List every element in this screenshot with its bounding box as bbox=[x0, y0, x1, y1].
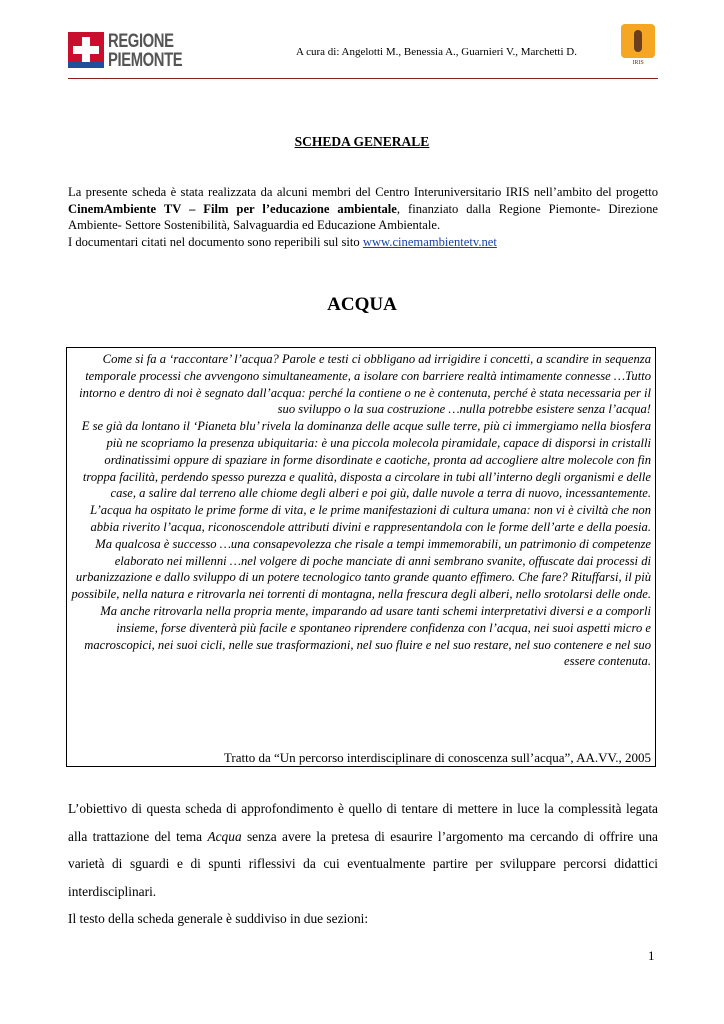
piemonte-crest-icon bbox=[68, 32, 104, 68]
cinemambiente-link[interactable]: www.cinemambientetv.net bbox=[362, 234, 497, 249]
body-text bbox=[68, 795, 658, 933]
iris-emblem-icon bbox=[621, 24, 655, 58]
quote-box bbox=[66, 347, 656, 767]
section-title: SCHEDA GENERALE bbox=[294, 134, 430, 149]
quote-paragraph: Come si fa a ‘raccontare’ l’acqua? Parole e testi ci obbligano ad irrigidire i concetti, a scandire in sequenza temporale processi che avvengono simultaneamente, a isolare con barriere realtà intimamente connesse …Tutto intorno e dentro di noi è segnato dall’acqua: perché la contiene o ne è contenuta, perché è stata necessaria per il suo sviluppo o la sua costruzione …nulla potrebbe esistere senza l’acqua! bbox=[79, 352, 651, 417]
main-title: ACQUA bbox=[327, 294, 397, 315]
logo-text-line2: PIEMONTE bbox=[108, 50, 183, 71]
intro-link-line: I documentari citati nel documento sono reperibili sul sito www.cinemambientetv.net bbox=[68, 234, 497, 249]
page-number: 1 bbox=[648, 948, 655, 963]
iris-logo-label: IRIS bbox=[632, 60, 644, 66]
body-paragraph: L’obiettivo di questa scheda di approfondimento è quello di tentare di mettere in luce la complessità legata alla trattazione del tema Acqua senza avere la pretesa di esaurire l’argomento ma cercando di offrire una varietà di sguardi e di spunti riflessivi da cui eventualmente partire per sviluppare percorsi didattici interdisciplinari. bbox=[68, 801, 658, 899]
quote-paragraph: E se già da lontano il ‘Pianeta blu’ rivela la dominanza delle acque sulle terre, più ci immergiamo nella biosfera più ne scopriamo la presenza ubiquitaria: è una piccola molecola piramidale, capace di disporsi in cristalli ordinatissimi oppure di spaziare in forme disordinate e caotiche, pronta ad accogliere altre molecole con fin troppa facilità, perdendo spesso purezza e qualità, disposta a circolare in tubi all’interno degli organismi e delle case, a salire dal terreno alle chiome degli alberi e poi giù, dalle nuvole a terra di nuovo, incessantemente. bbox=[81, 419, 651, 501]
quote-paragraph: Ma qualcosa è successo …una consapevolezza che risale a tempi immemorabili, un patrimonio di competenze elaborato nei millenni …nel volgere di poche manciate di anni sembrano svanite, offuscate dai processi di urbanizzazione e dallo sviluppo di un potere tecnologico tanto grande quanto effimero. Che fare? Rituffarsi, il più possibile, nella natura e ritrovarla nei torrenti di montagna, nella frescura degli alberi, nello srotolarsi delle onde. Ma anche ritrovarla nella propria mente, imparando ad usare tanti schemi interpretativi diversi e a comporli insieme, forse diventerà più facile e spontaneo riprendere confidenza con l’acqua, nei suoi aspetti micro e macroscopici, nei suoi cicli, nelle sue trasformazioni, nel suo fluire e nel suo restare, nel suo contenere e nel suo essere contenuta. bbox=[71, 536, 651, 669]
quote-text bbox=[71, 351, 651, 670]
logo-text-line1: REGIONE bbox=[108, 31, 174, 52]
quote-source: Tratto da “Un percorso interdisciplinare di conoscenza sull’acqua”, AA.VV., 2005 bbox=[223, 750, 651, 765]
project-name: CinemAmbiente TV – Film per l’educazione ambientale bbox=[68, 201, 397, 216]
page-header bbox=[68, 28, 658, 80]
intro-block bbox=[68, 184, 658, 250]
body-paragraph: Il testo della scheda generale è suddiviso in due sezioni: bbox=[68, 911, 369, 926]
quote-paragraph: L’acqua ha ospitato le prime forme di vita, e le prime manifestazioni di cultura umana: non vi è civiltà che non abbia riverito l’acqua, riconoscendole attributi divini e rappresentandola con le forme dell’arte e della poesia. bbox=[90, 503, 651, 534]
header-divider bbox=[68, 78, 658, 79]
iris-logo bbox=[619, 24, 657, 70]
curators-line: A cura di: Angelotti M., Benessia A., Guarnieri V., Marchetti D. bbox=[296, 46, 577, 58]
intro-paragraph: La presente scheda è stata realizzata da alcuni membri del Centro Interuniversitario IRIS nell’ambito del progetto CinemAmbiente TV – Film per l’educazione ambientale, finanziato dalla Regione Piemonte- Direzione Ambiente- Settore Sostenibilità, Salvaguardia ed Educazione Ambientale. bbox=[68, 185, 658, 232]
regione-piemonte-logo bbox=[68, 32, 190, 72]
